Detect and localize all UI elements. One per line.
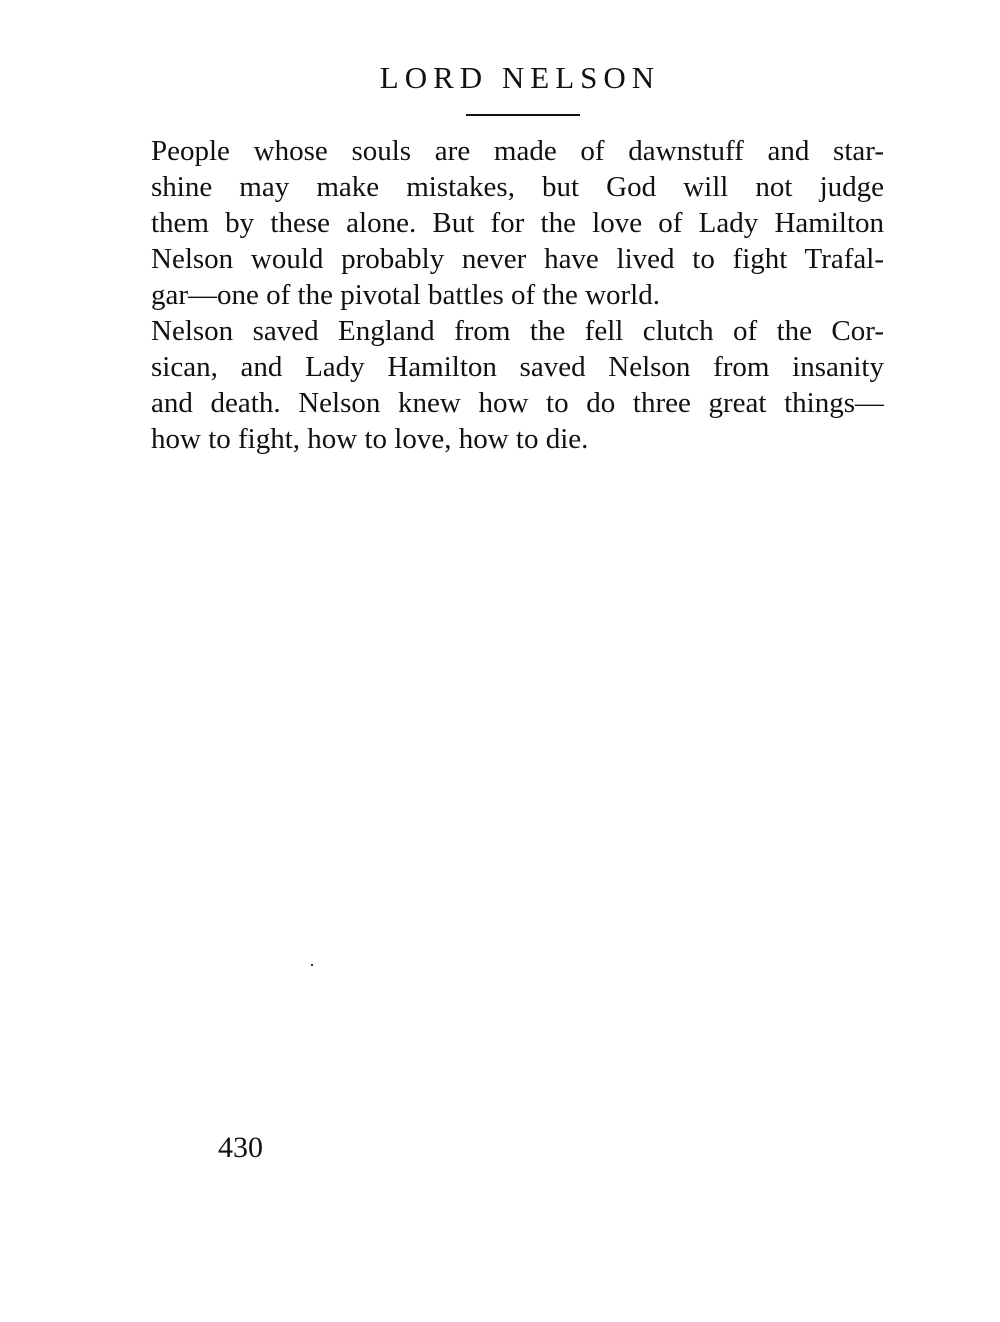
paragraph-1 — [151, 133, 884, 313]
running-head: LORD NELSON — [379, 60, 661, 95]
paragraph-2 — [151, 313, 884, 457]
text-line: gar—one of the pivotal battles of the world. — [151, 279, 660, 311]
text-line: and death. Nelson knew how to do three great things— — [151, 387, 884, 419]
text-line: them by these alone. But for the love of Lady Hamilton — [151, 207, 884, 239]
text-line: Nelson saved England from the fell clutch of the Cor- — [151, 315, 884, 347]
page-number: 430 — [218, 1131, 263, 1164]
stray-dot — [311, 964, 313, 966]
text-line: Nelson would probably never have lived to fight Trafal- — [151, 243, 884, 275]
body-text — [151, 133, 884, 457]
text-line: People whose souls are made of dawnstuff and star- — [151, 135, 884, 167]
text-line: how to fight, how to love, how to die. — [151, 423, 589, 455]
head-rule — [466, 114, 580, 116]
text-line: sican, and Lady Hamilton saved Nelson from insanity — [151, 351, 884, 383]
text-line: shine may make mistakes, but God will not judge — [151, 171, 884, 203]
